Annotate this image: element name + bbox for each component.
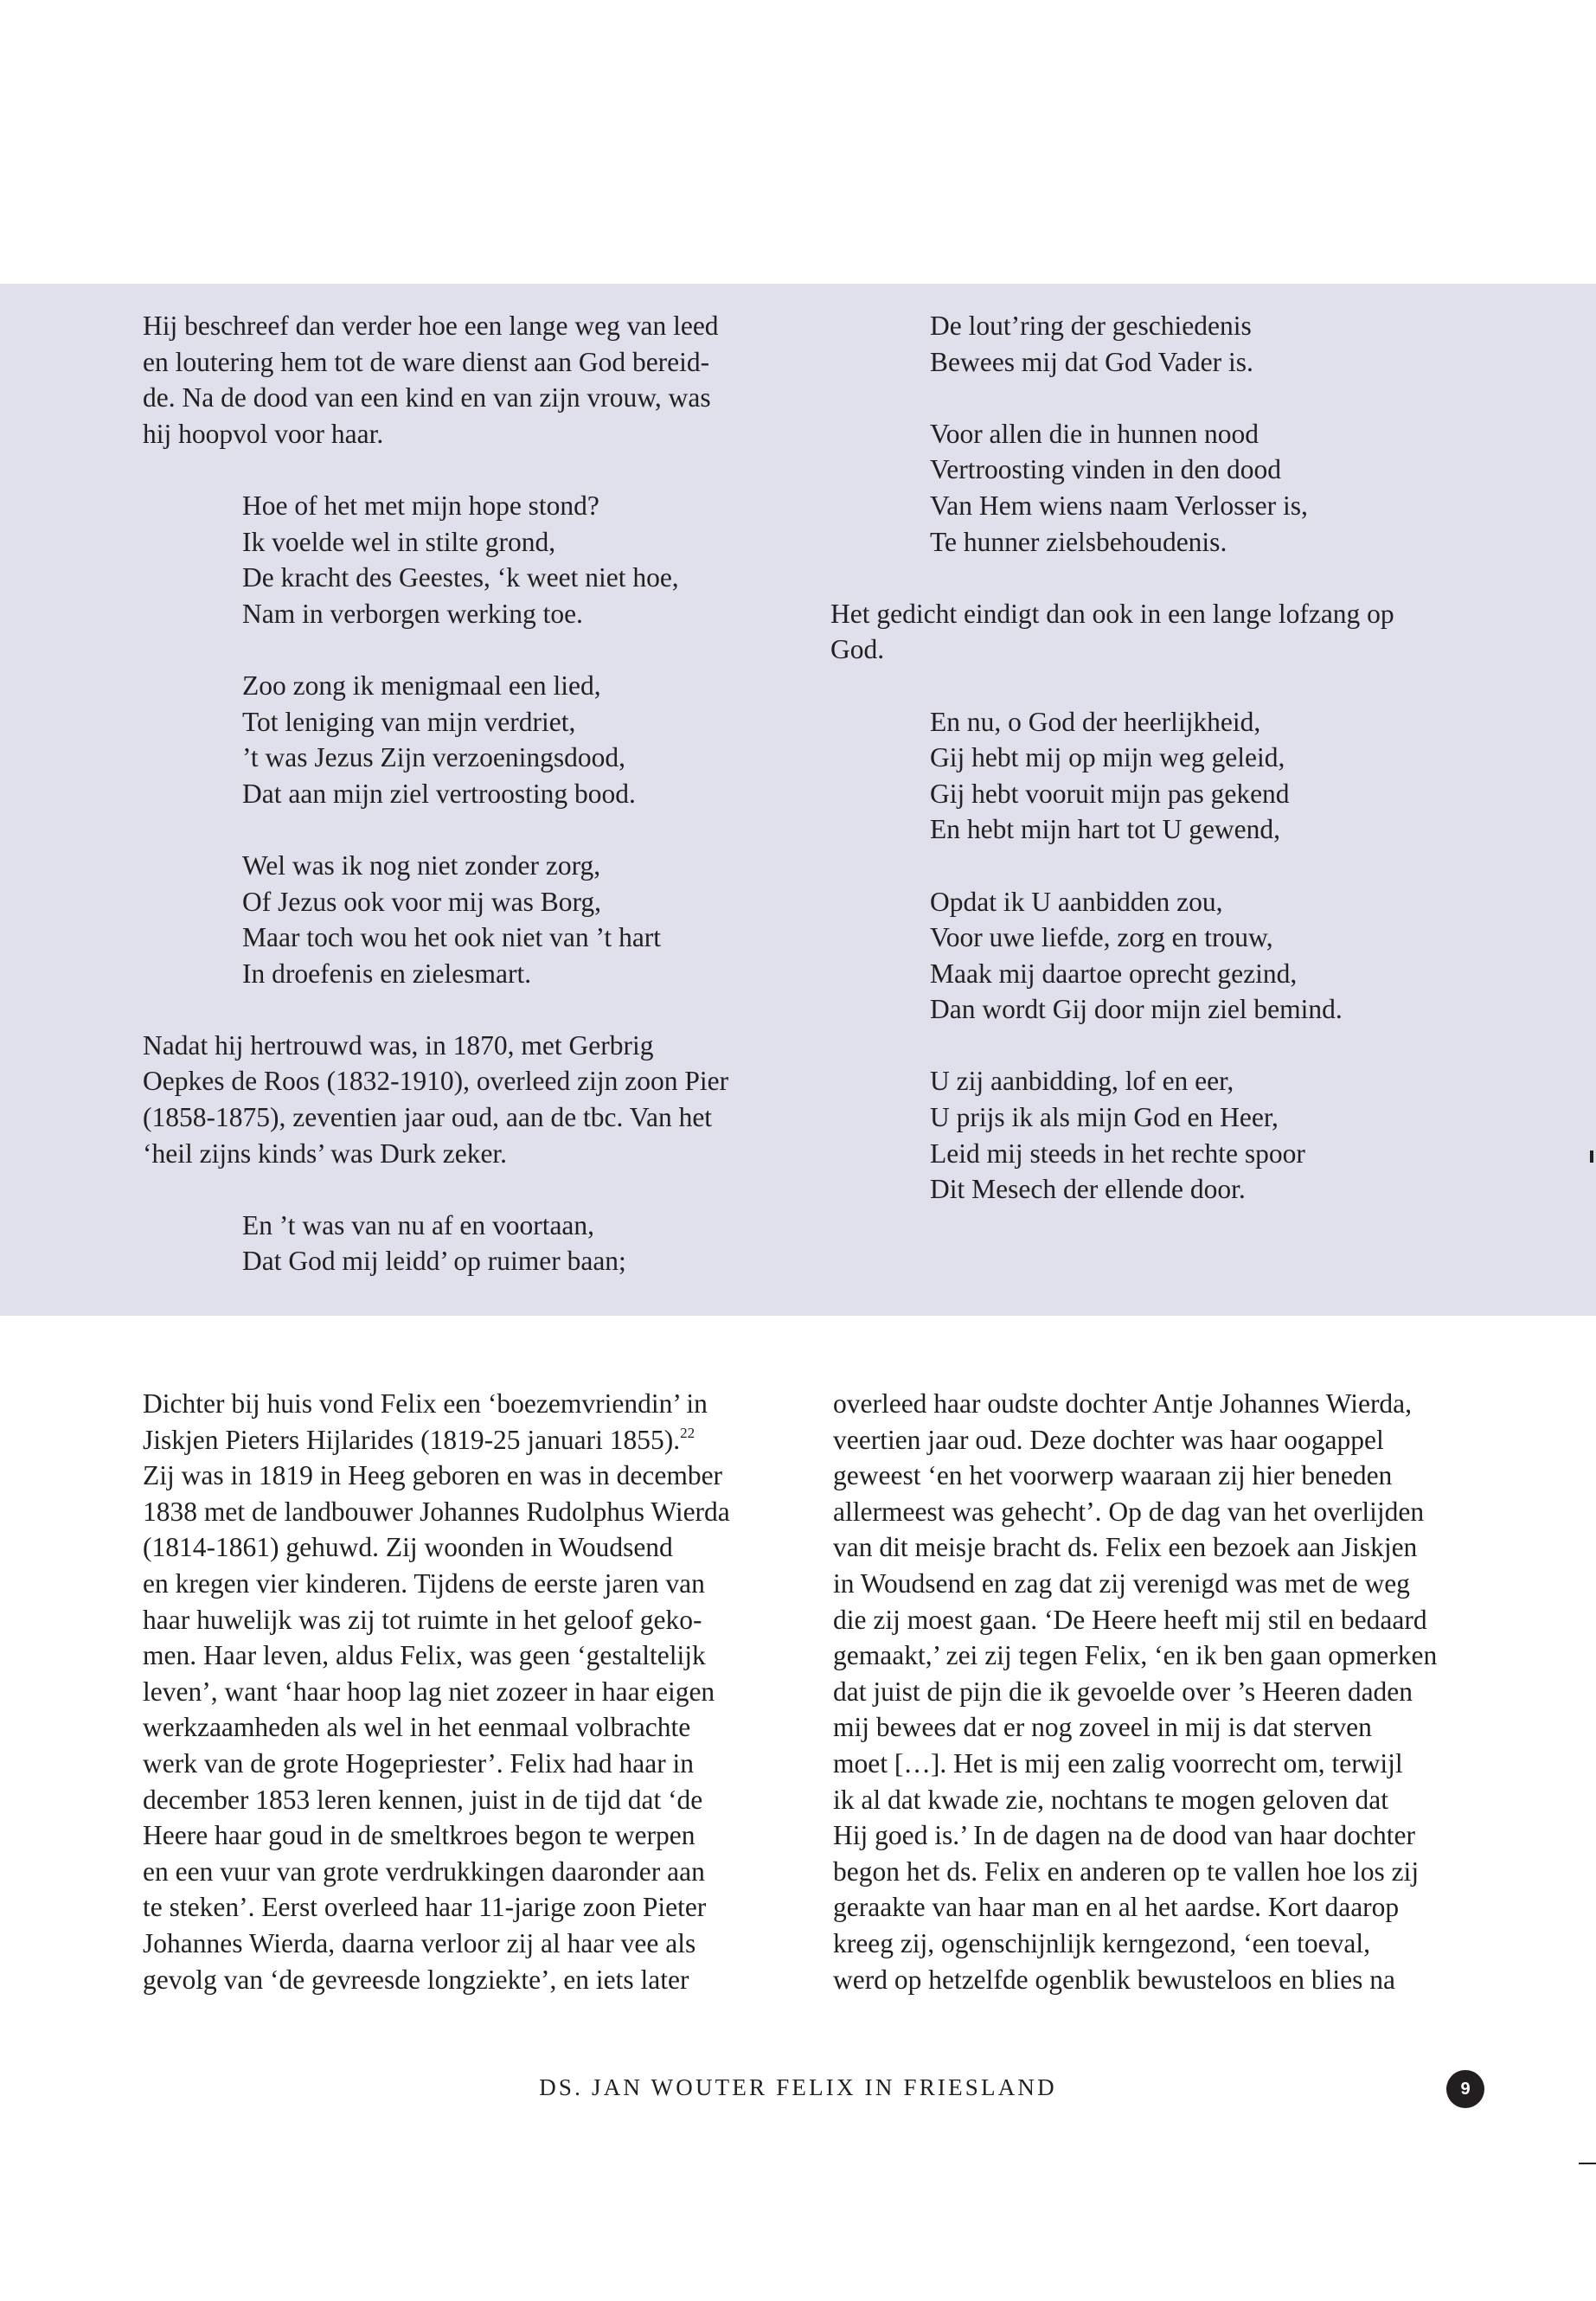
poem-line: Opdat ik U aanbidden zou, (930, 886, 1223, 917)
poem-line: Bewees mij dat God Vader is. (930, 346, 1253, 377)
body-line: kreeg zij, ogenschijnlijk kerngezond, ‘een toeval, (833, 1927, 1371, 1958)
footnote-ref[interactable]: 22 (680, 1424, 695, 1441)
body-line: werkzaamheden als wel in het eenmaal volbrachte (143, 1712, 691, 1743)
poem-stanza (830, 1063, 1505, 1207)
body-left-column (143, 1386, 800, 1997)
poem-line: Tot leniging van mijn verdriet, (242, 706, 576, 737)
poem-stanza (143, 668, 800, 811)
poem-line: In droefenis en zielesmart. (242, 958, 532, 989)
poem-line: Leid mij steeds in het rechte spoor (930, 1138, 1305, 1169)
body-line: Heere haar goud in de smeltkroes begon te werpen (143, 1820, 695, 1851)
body-line: (1814-1861) gehuwd. Zij woonden in Woudsend (143, 1532, 673, 1563)
poem-line: Dat aan mijn ziel vertroosting bood. (242, 778, 636, 809)
box-intro-paragraph: Hij beschreef dan verder hoe een lange weg van leed en loutering hem tot de ware dienst aan God bereid- de. Na de dood van een kind en van zijn vrouw, was hij hoopvol voor haar. (143, 311, 719, 449)
box-paragraph: Nadat hij hertrouwd was, in 1870, met Gerbrig Oepkes de Roos (1832-1910), overleed zijn zoon Pier (1858-1875), zeventien jaar oud, aan de tbc. Van het ‘heil zijns kinds’ was Durk zeker. (143, 1029, 729, 1169)
poem-line: Van Hem wiens naam Verlosser is, (930, 490, 1308, 521)
poem-stanza (143, 848, 800, 991)
poem-line: Nam in verborgen werking toe. (242, 598, 583, 629)
poem-line: U zij aanbidding, lof en eer, (930, 1066, 1234, 1097)
poem-line: En hebt mijn hart tot U gewend, (930, 814, 1281, 845)
body-line: geweest ‘en het voorwerp waaraan zij hier beneden (833, 1460, 1393, 1491)
poem-line: Ik voelde wel in stilte grond, (242, 526, 556, 557)
body-line: mij bewees dat er nog zoveel in mij is dat sterven (833, 1712, 1372, 1743)
crop-mark (1590, 1150, 1593, 1163)
body-line: te steken’. Eerst overleed haar 11-jarige zoon Pieter (143, 1892, 707, 1923)
poem-stanza (830, 704, 1505, 848)
body-line: Johannes Wierda, daarna verloor zij al haar vee als (143, 1927, 696, 1958)
body-line: overleed haar oudste dochter Antje Johannes Wierda, (833, 1388, 1413, 1419)
body-line: begon het ds. Felix en anderen op te vallen hoe los zij (833, 1856, 1420, 1887)
poem-line: Maar toch wou het ook niet van ’t hart (242, 922, 662, 953)
body-line: december 1853 leren kennen, juist in de tijd dat ‘de (143, 1784, 703, 1815)
poem-line: En nu, o God der heerlijkheid, (930, 706, 1261, 737)
poem-line: Te hunner zielsbehoudenis. (930, 526, 1227, 557)
body-line: ik al dat kwade zie, nochtans te mogen geloven dat (833, 1784, 1389, 1815)
body-line: en een vuur van grote verdrukkingen daaronder aan (143, 1856, 705, 1887)
body-line: werd op hetzelfde ogenblik bewusteloos en blies na (833, 1964, 1395, 1995)
poem-line: Vertroosting vinden in den dood (930, 454, 1281, 485)
poem-line: Of Jezus ook voor mij was Borg, (242, 886, 602, 917)
body-line: dat juist de pijn die ik gevoelde over ’s Heeren daden (833, 1676, 1413, 1707)
poem-stanza (143, 488, 800, 631)
poem-line: Gij hebt vooruit mijn pas gekend (930, 778, 1290, 809)
body-line: die zij moest gaan. ‘De Heere heeft mij stil en bedaard (833, 1604, 1427, 1635)
poem-line: Wel was ik nog niet zonder zorg, (242, 849, 601, 881)
body-line: veertien jaar oud. Deze dochter was haar oogappel (833, 1424, 1384, 1455)
poem-line: Hoe of het met mijn hope stond? (242, 490, 599, 521)
body-line: Dichter bij huis vond Felix een ‘boezemvriendin’ in (143, 1388, 708, 1419)
body-line: en kregen vier kinderen. Tijdens de eerste jaren van (143, 1567, 705, 1599)
poem-line: Dat God mij leidd’ op ruimer baan; (242, 1246, 626, 1277)
box-left-column (143, 308, 800, 1279)
box-paragraph: Het gedicht eindigt dan ook in een lange lofzang op God. (830, 598, 1394, 665)
poem-line: ’t was Jezus Zijn verzoeningsdood, (242, 742, 625, 773)
body-line: men. Haar leven, aldus Felix, was geen ‘gestaltelijk (143, 1640, 706, 1671)
body-line: geraakte van haar man en al het aardse. Kort daarop (833, 1892, 1400, 1923)
poem-stanza (830, 416, 1505, 560)
body-line: haar huwelijk was zij tot ruimte in het geloof geko- (143, 1604, 702, 1635)
poem-stanza (143, 1208, 800, 1279)
page-number-badge: 9 (1446, 2070, 1484, 2108)
poem-line: Dan wordt Gij door mijn ziel bemind. (930, 994, 1343, 1025)
poem-line: Gij hebt mij op mijn weg geleid, (930, 742, 1285, 773)
poem-line: Voor uwe liefde, zorg en trouw, (930, 922, 1273, 953)
body-line: moet […]. Het is mij een zalig voorrecht om, terwijl (833, 1747, 1403, 1779)
crop-mark (1579, 2163, 1596, 2164)
poem-line: Voor allen die in hunnen nood (930, 418, 1259, 449)
poem-stanza (830, 308, 1505, 380)
body-line: van dit meisje bracht ds. Felix een bezoek aan Jiskjen (833, 1532, 1418, 1563)
running-title: DS. JAN WOUTER FELIX IN FRIESLAND (539, 2074, 1057, 2100)
poem-line: Maak mij daartoe oprecht gezind, (930, 958, 1298, 989)
poem-stanza (830, 884, 1505, 1028)
body-line: 1838 met de landbouwer Johannes Rudolphus Wierda (143, 1496, 730, 1527)
body-line: gevolg van ‘de gevreesde longziekte’, en iets later (143, 1964, 689, 1995)
poem-line: Dit Mesech der ellende door. (930, 1174, 1246, 1205)
body-right-column (833, 1386, 1490, 1997)
body-line: gemaakt,’ zei zij tegen Felix, ‘en ik ben gaan opmerken (833, 1640, 1438, 1671)
poem-line: De lout’ring der geschiedenis (930, 311, 1252, 341)
box-right-column (830, 308, 1505, 1208)
running-footer (0, 2074, 1596, 2101)
poem-line: De kracht des Geestes, ‘k weet niet hoe, (242, 562, 679, 593)
body-line: Hij goed is.’ In de dagen na de dood van haar dochter (833, 1820, 1415, 1851)
body-line: Jiskjen Pieters Hijlarides (1819-25 januari 1855).$^{22}$ (143, 1424, 695, 1455)
poem-line: Zoo zong ik menigmaal een lied, (242, 670, 601, 701)
body-line: werk van de grote Hogepriester’. Felix had haar in (143, 1747, 695, 1779)
body-line: Zij was in 1819 in Heeg geboren en was in december (143, 1460, 723, 1491)
poem-line: En ’t was van nu af en voortaan, (242, 1209, 595, 1240)
poem-line: U prijs ik als mijn God en Heer, (930, 1102, 1279, 1133)
body-line: leven’, want ‘haar hoop lag niet zozeer in haar eigen (143, 1676, 715, 1707)
body-line: in Woudsend en zag dat zij verenigd was met de weg (833, 1567, 1410, 1599)
body-line: allermeest was gehecht’. Op de dag van het overlijden (833, 1496, 1425, 1527)
